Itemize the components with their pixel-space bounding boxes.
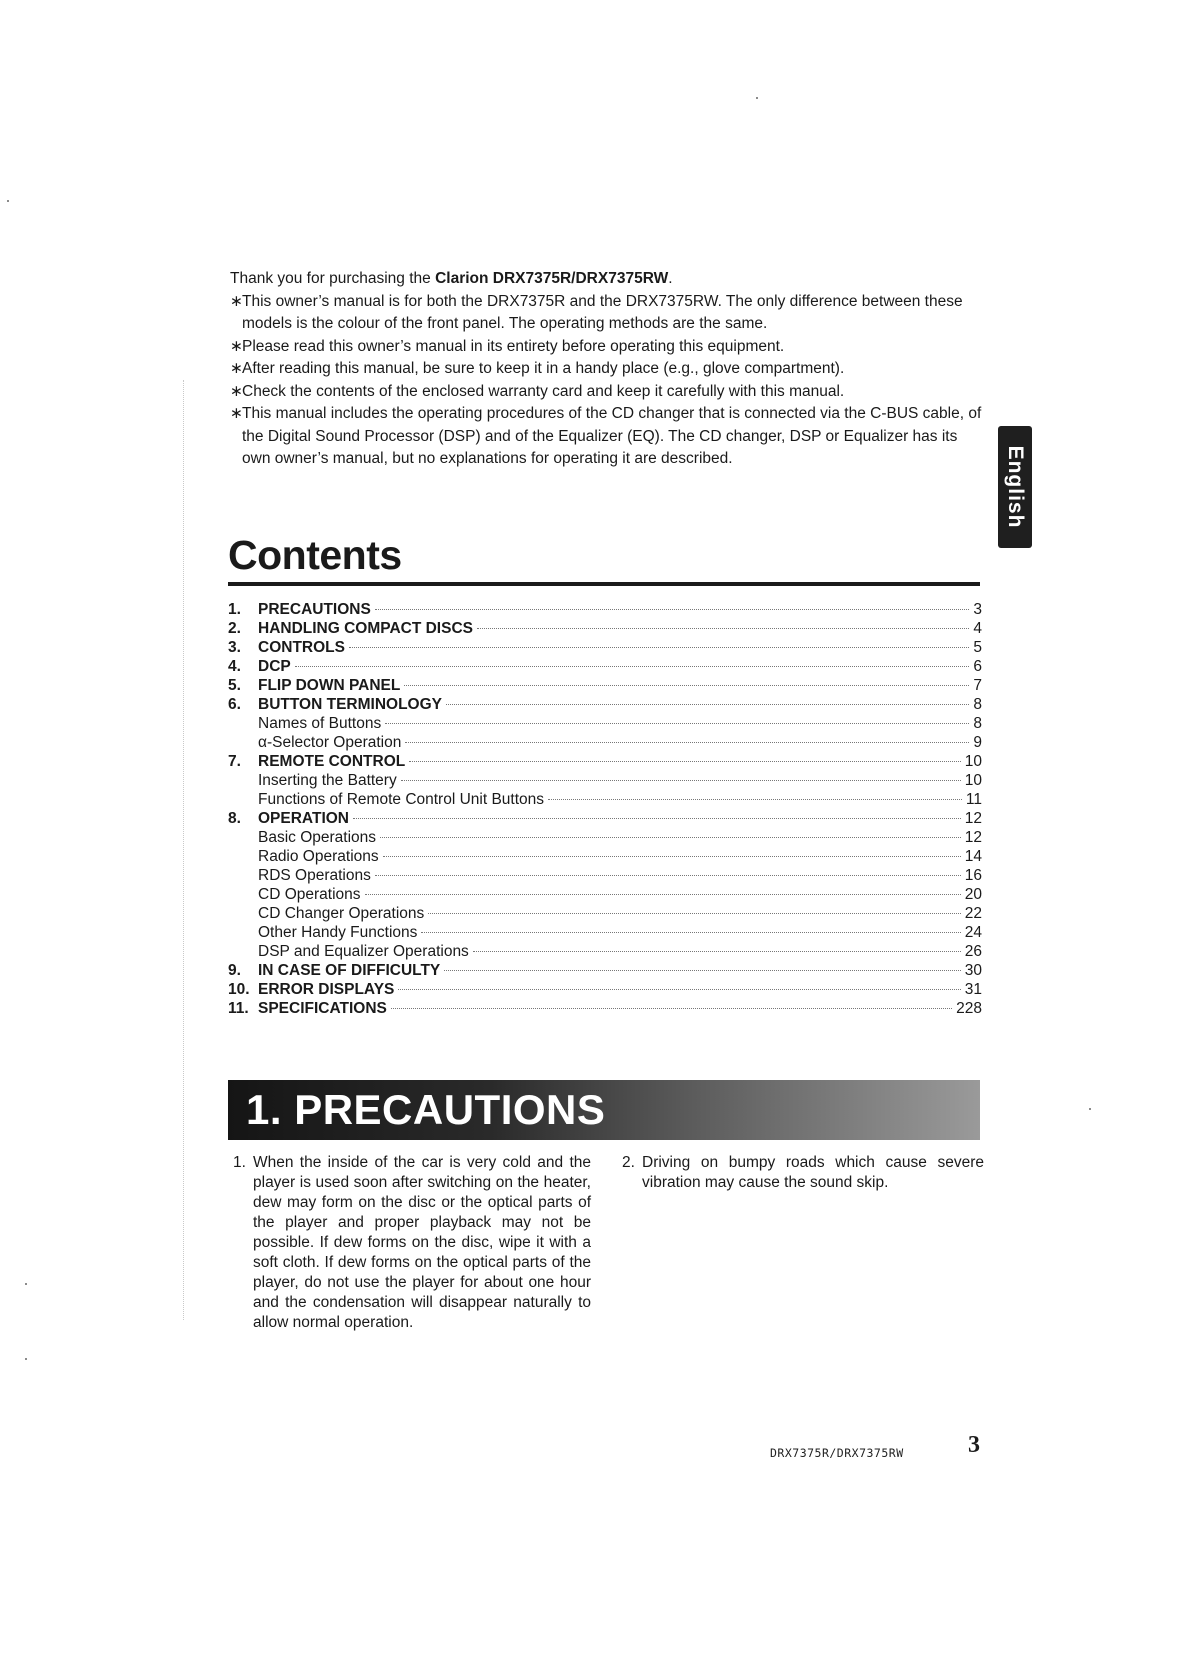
intro-bullet bbox=[230, 381, 990, 404]
toc-entry-page: 22 bbox=[964, 905, 982, 922]
toc-entry-number: 11. bbox=[228, 1000, 249, 1017]
toc-entry[interactable] bbox=[228, 847, 982, 866]
toc-entry-label: CONTROLS bbox=[258, 639, 345, 656]
toc-entry[interactable] bbox=[228, 638, 982, 657]
intro-bullet bbox=[230, 291, 990, 336]
toc-entry[interactable] bbox=[228, 980, 982, 999]
toc-dot-leader bbox=[404, 685, 969, 686]
toc-entry[interactable] bbox=[228, 809, 982, 828]
bullet-asterisk: ∗ bbox=[230, 405, 243, 422]
language-tab-label: English bbox=[1004, 445, 1027, 529]
toc-dot-leader bbox=[380, 837, 961, 838]
intro-text bbox=[230, 268, 990, 471]
toc-dot-leader bbox=[375, 609, 970, 610]
toc-dot-leader bbox=[391, 1008, 952, 1009]
toc-entry-page: 9 bbox=[973, 734, 982, 751]
toc-entry-number: 3. bbox=[228, 639, 241, 656]
toc-entry[interactable] bbox=[228, 714, 982, 733]
toc-entry-number: 8. bbox=[228, 810, 241, 827]
toc-entry[interactable] bbox=[228, 695, 982, 714]
toc-entry[interactable] bbox=[228, 790, 982, 809]
toc-entry-label: IN CASE OF DIFFICULTY bbox=[258, 962, 441, 979]
scan-speck bbox=[25, 1358, 27, 1360]
precautions-title: 1. PRECAUTIONS bbox=[246, 1086, 606, 1133]
language-tab bbox=[998, 426, 1032, 548]
toc-entry-page: 20 bbox=[964, 886, 982, 903]
toc-entry[interactable] bbox=[228, 961, 982, 980]
toc-dot-leader bbox=[477, 628, 969, 629]
toc-entry-number: 9. bbox=[228, 962, 241, 979]
toc-entry-label: PRECAUTIONS bbox=[258, 601, 371, 618]
toc-entry-label: REMOTE CONTROL bbox=[258, 753, 406, 770]
toc-entry[interactable] bbox=[228, 657, 982, 676]
toc-entry-label: OPERATION bbox=[258, 810, 349, 827]
toc-entry-page: 24 bbox=[964, 924, 982, 941]
precaution-text: Driving on bumpy roads which cause severe vibration may cause the sound skip. bbox=[642, 1154, 984, 1191]
toc-dot-leader bbox=[365, 894, 961, 895]
toc-entry-label: Radio Operations bbox=[258, 848, 379, 865]
toc-dot-leader bbox=[548, 799, 962, 800]
contents-title: Contents bbox=[228, 532, 402, 578]
page-number: 3 bbox=[968, 1432, 980, 1458]
footer-model: DRX7375R/DRX7375RW bbox=[770, 1446, 904, 1460]
toc-dot-leader bbox=[446, 704, 969, 705]
toc-entry-label: FLIP DOWN PANEL bbox=[258, 677, 401, 694]
toc-entry-number: 7. bbox=[228, 753, 241, 770]
toc-entry[interactable] bbox=[228, 904, 982, 923]
toc-entry-label: CD Changer Operations bbox=[258, 905, 425, 922]
toc-entry-page: 7 bbox=[973, 677, 982, 694]
toc-dot-leader bbox=[295, 666, 970, 667]
scan-speck bbox=[25, 1283, 27, 1285]
table-of-contents bbox=[228, 600, 982, 1018]
toc-dot-leader bbox=[349, 647, 969, 648]
toc-entry-number: 1. bbox=[228, 601, 241, 618]
intro-bullets bbox=[230, 291, 990, 471]
toc-entry-page: 10 bbox=[964, 772, 982, 789]
toc-entry-number: 5. bbox=[228, 677, 241, 694]
toc-entry[interactable] bbox=[228, 733, 982, 752]
toc-entry-page: 6 bbox=[973, 658, 982, 675]
toc-entry[interactable] bbox=[228, 999, 982, 1018]
bullet-asterisk: ∗ bbox=[230, 337, 243, 355]
toc-dot-leader bbox=[375, 875, 961, 876]
precaution-item: 1. When the inside of the car is very cold and the player is used soon after switching on the heater, dew may form on the disc or the optical parts of the player and proper playback may not be possible. If dew forms on the disc, wipe it with a soft cloth. If dew forms on the optical parts of the player, do not use the player for about one hour and the condensation will disappear naturally to allow normal operation. bbox=[233, 1154, 591, 1331]
precaution-item: 2. Driving on bumpy roads which cause severe vibration may cause the sound skip. bbox=[622, 1154, 984, 1191]
intro-bullet bbox=[230, 336, 990, 359]
toc-entry-label: DCP bbox=[258, 658, 291, 675]
bullet-asterisk: ∗ bbox=[230, 382, 243, 400]
bullet-asterisk: ∗ bbox=[230, 292, 243, 310]
toc-entry-page: 16 bbox=[964, 867, 982, 884]
toc-dot-leader bbox=[385, 723, 969, 724]
toc-entry[interactable] bbox=[228, 885, 982, 904]
toc-entry-label: DSP and Equalizer Operations bbox=[258, 943, 469, 960]
toc-entry-page: 5 bbox=[973, 639, 982, 656]
toc-entry-number: 6. bbox=[228, 696, 241, 713]
toc-entry[interactable] bbox=[228, 676, 982, 695]
toc-entry-label: Functions of Remote Control Unit Buttons bbox=[258, 791, 545, 808]
toc-entry[interactable] bbox=[228, 866, 982, 885]
toc-dot-leader bbox=[405, 742, 969, 743]
scan-speck bbox=[1089, 1108, 1091, 1110]
scan-speck bbox=[7, 200, 9, 202]
toc-entry-label: Other Handy Functions bbox=[258, 924, 418, 941]
intro-bullet-text: Check the contents of the enclosed warranty card and keep it carefully with this manual. bbox=[242, 382, 845, 400]
toc-entry-label: ERROR DISPLAYS bbox=[258, 981, 395, 998]
intro-thanks: Thank you for purchasing the Clarion DRX7375R/DRX7375RW. bbox=[230, 270, 673, 287]
toc-dot-leader bbox=[353, 818, 961, 819]
toc-dot-leader bbox=[398, 989, 960, 990]
toc-entry-page: 4 bbox=[973, 620, 982, 637]
margin-scan-line bbox=[183, 380, 184, 1320]
toc-dot-leader bbox=[428, 913, 960, 914]
toc-entry-label: CD Operations bbox=[258, 886, 361, 903]
toc-entry-number: 10. bbox=[228, 981, 250, 998]
toc-entry-page: 12 bbox=[964, 829, 982, 846]
toc-entry-page: 30 bbox=[964, 962, 982, 979]
bullet-asterisk: ∗ bbox=[230, 360, 243, 377]
toc-entry[interactable] bbox=[228, 923, 982, 942]
toc-dot-leader bbox=[401, 780, 961, 781]
toc-entry-label: Names of Buttons bbox=[258, 715, 382, 732]
toc-entry[interactable] bbox=[228, 828, 982, 847]
scan-speck bbox=[756, 97, 758, 99]
toc-entry-label: RDS Operations bbox=[258, 867, 371, 884]
product-name: Clarion DRX7375R/DRX7375RW bbox=[435, 270, 669, 287]
toc-entry-label: Basic Operations bbox=[258, 829, 377, 846]
toc-entry[interactable] bbox=[228, 752, 982, 771]
toc-entry[interactable] bbox=[228, 600, 982, 619]
toc-dot-leader bbox=[444, 970, 960, 971]
toc-dot-leader bbox=[409, 761, 961, 762]
intro-bullet bbox=[230, 403, 990, 471]
toc-entry-page: 11 bbox=[965, 791, 982, 808]
toc-entry[interactable] bbox=[228, 619, 982, 638]
toc-entry[interactable] bbox=[228, 771, 982, 790]
toc-dot-leader bbox=[421, 932, 960, 933]
intro-bullet bbox=[230, 358, 990, 381]
contents-rule bbox=[228, 582, 980, 586]
toc-entry-page: 14 bbox=[964, 848, 982, 865]
toc-entry-page: 12 bbox=[964, 810, 982, 827]
toc-entry[interactable] bbox=[228, 942, 982, 961]
intro-bullet-text: This owner’s manual is for both the DRX7375R and the DRX7375RW. The only difference between these models is the colour of the front panel. The operating methods are the same. bbox=[242, 292, 963, 332]
toc-entry-label: BUTTON TERMINOLOGY bbox=[258, 696, 442, 713]
toc-entry-page: 228 bbox=[956, 1000, 982, 1017]
toc-entry-page: 31 bbox=[964, 981, 982, 998]
toc-entry-number: 4. bbox=[228, 658, 241, 675]
toc-entry-label: α-Selector Operation bbox=[258, 734, 402, 751]
toc-dot-leader bbox=[383, 856, 961, 857]
toc-entry-label: HANDLING COMPACT DISCS bbox=[258, 620, 473, 637]
toc-entry-page: 8 bbox=[973, 715, 982, 732]
toc-dot-leader bbox=[473, 951, 961, 952]
toc-entry-number: 2. bbox=[228, 620, 241, 637]
toc-entry-label: Inserting the Battery bbox=[258, 772, 397, 789]
intro-bullet-text: Please read this owner’s manual in its entirety before operating this equipment. bbox=[242, 337, 785, 355]
toc-entry-page: 3 bbox=[973, 601, 982, 618]
toc-entry-label: SPECIFICATIONS bbox=[258, 1000, 387, 1017]
precautions-banner bbox=[228, 1080, 980, 1140]
precaution-text: When the inside of the car is very cold and the player is used soon after switching on the heater, dew may form on the disc or the optical parts of the player and proper playback may not be possible. If dew forms on the disc, wipe it with a soft cloth. If dew forms on the optical parts of the player, do not use the player for about one hour and the condensation will disappear naturally to allow normal operation. bbox=[253, 1154, 591, 1331]
intro-bullet-text: This manual includes the operating procedures of the CD changer that is connected via the C-BUS cable, of the Digital Sound Processor (DSP) and of the Equalizer (EQ). The CD changer, DSP or Equalizer has its own owner’s manual, but no explanations for operating it are described. bbox=[242, 405, 982, 467]
toc-entry-page: 26 bbox=[964, 943, 982, 960]
toc-entry-page: 8 bbox=[973, 696, 982, 713]
toc-entry-page: 10 bbox=[964, 753, 982, 770]
intro-bullet-text: After reading this manual, be sure to keep it in a handy place (e.g., glove compartment). bbox=[242, 360, 845, 377]
